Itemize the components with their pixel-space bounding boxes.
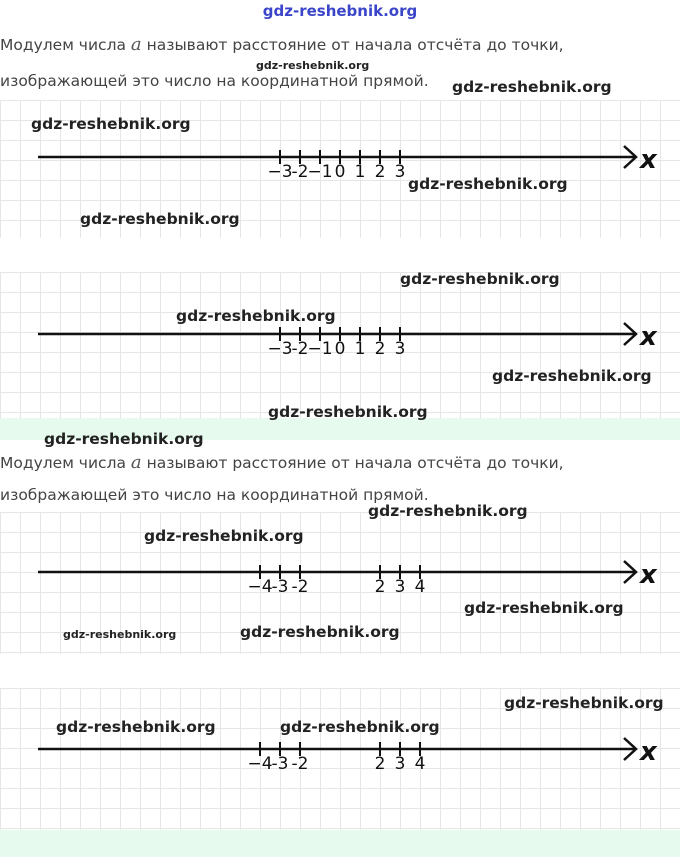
- tick-label: 2: [374, 577, 386, 597]
- watermark: gdz-reshebnik.org: [408, 175, 568, 193]
- watermark: gdz-reshebnik.org: [492, 367, 652, 385]
- definition-line-1: [0, 34, 564, 55]
- definition-line-2: изображающей это число на координатной прямой.: [0, 72, 429, 90]
- tick-label: -3: [271, 577, 289, 597]
- tick-label: -3: [271, 754, 289, 774]
- watermark: gdz-reshebnik.org: [280, 718, 440, 736]
- axis-label: x: [640, 145, 657, 175]
- axis-label: x: [640, 737, 657, 767]
- axis-label: x: [640, 322, 657, 352]
- tick-label: −4: [247, 577, 273, 597]
- watermark: gdz-reshebnik.org: [144, 527, 304, 545]
- tick-label: -2: [291, 339, 309, 359]
- watermark: gdz-reshebnik.org: [56, 718, 216, 736]
- axis-label: x: [640, 560, 657, 590]
- tick-label: 4: [414, 754, 426, 774]
- tick-label: 0: [334, 162, 346, 182]
- tick-label: 1: [354, 339, 366, 359]
- watermark: gdz-reshebnik.org: [44, 430, 204, 448]
- tick-label: -2: [291, 754, 309, 774]
- tick-label: −3: [267, 162, 293, 182]
- tick-label: 2: [374, 339, 386, 359]
- number-line-3: [0, 552, 680, 597]
- watermark: gdz-reshebnik.org: [268, 403, 428, 421]
- definition-line-1-repeat: [0, 452, 564, 473]
- variable-a: a: [130, 34, 142, 55]
- watermark: gdz-reshebnik.org: [504, 694, 664, 712]
- tick-label: 0: [334, 339, 346, 359]
- watermark: gdz-reshebnik.org: [63, 628, 177, 641]
- tick-label: 3: [394, 577, 406, 597]
- tick-label: 1: [354, 162, 366, 182]
- tick-label: 3: [394, 339, 406, 359]
- tick-label: -2: [291, 577, 309, 597]
- tick-label: −4: [247, 754, 273, 774]
- watermark: gdz-reshebnik.org: [464, 599, 624, 617]
- tick-label: −3: [267, 339, 293, 359]
- watermark: gdz-reshebnik.org: [368, 502, 528, 520]
- tick-label: 2: [374, 754, 386, 774]
- variable-a: a: [130, 452, 142, 473]
- definition-text-start: Модулем числа: [0, 454, 131, 472]
- watermark: gdz-reshebnik.org: [80, 210, 240, 228]
- definition-text-end: называют расстояние от начала отсчёта до точки,: [141, 36, 564, 54]
- number-line-2: [0, 314, 680, 359]
- definition-text-start: Модулем числа: [0, 36, 131, 54]
- tick-label: 3: [394, 754, 406, 774]
- mint-strip-2: [0, 830, 680, 857]
- tick-label: -2: [291, 162, 309, 182]
- watermark: gdz-reshebnik.org: [256, 59, 370, 72]
- definition-text-end: называют расстояние от начала отсчёта до точки,: [141, 454, 564, 472]
- tick-label: −1: [307, 162, 333, 182]
- tick-label: 2: [374, 162, 386, 182]
- definition-line-2-repeat: изображающей это число на координатной прямой.: [0, 486, 429, 504]
- tick-label: 4: [414, 577, 426, 597]
- watermark: gdz-reshebnik.org: [240, 623, 400, 641]
- watermark: gdz-reshebnik.org: [176, 307, 336, 325]
- header-watermark[interactable]: gdz-reshebnik.org: [262, 2, 418, 20]
- watermark: gdz-reshebnik.org: [31, 115, 191, 133]
- tick-label: −1: [307, 339, 333, 359]
- number-line-1: [0, 137, 680, 182]
- watermark: gdz-reshebnik.org: [400, 270, 560, 288]
- tick-label: 3: [394, 162, 406, 182]
- watermark: gdz-reshebnik.org: [452, 78, 612, 96]
